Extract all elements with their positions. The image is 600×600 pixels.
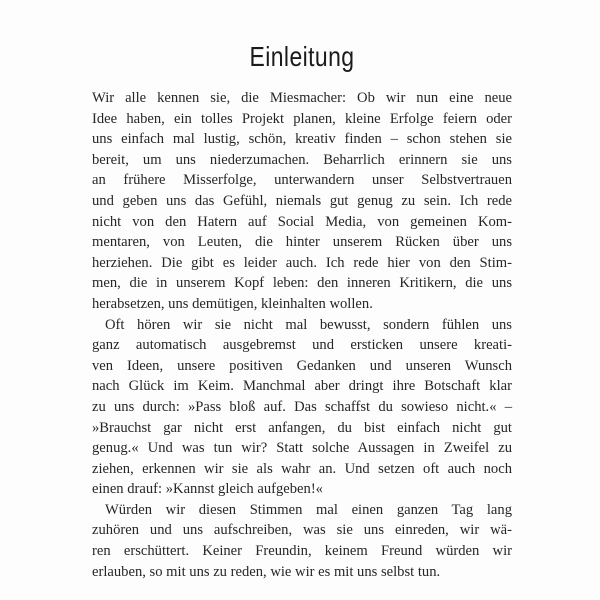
text-line: bereit, um uns niederzumachen. Beharrlich erinnern sie uns xyxy=(92,151,512,168)
text-line: ziehen, erkennen wir sie als wahr an. Und setzen oft auch noch xyxy=(92,460,512,477)
text-line: Oft hören wir sie nicht mal bewusst, sondern fühlen uns xyxy=(105,316,512,333)
text-line: ren erschüttert. Keiner Freundin, keinem Freund würden wir xyxy=(92,543,512,560)
chapter-title-text: Einleitung xyxy=(249,40,355,72)
text-line: ganz automatisch ausgebremst und ersticken unsere kreati- xyxy=(92,337,512,354)
text-line: nach Glück im Keim. Manchmal aber dringt ihre Botschaft klar xyxy=(92,378,512,395)
text-line: an frühere Misserfolge, unterwandern unser Selbstvertrauen xyxy=(92,172,512,189)
text-line: einen drauf: »Kannst gleich aufgeben!« xyxy=(92,481,323,498)
text-line: Idee haben, ein tolles Projekt planen, kleine Erfolge feiern oder xyxy=(92,110,512,127)
text-line: erlauben, so mit uns zu reden, wie wir es mit uns selbst tun. xyxy=(92,563,441,580)
text-line: Würden wir diesen Stimmen mal einen ganzen Tag lang xyxy=(105,501,512,518)
text-line: mentaren, von Leuten, die hinter unserem Rücken über uns xyxy=(92,234,512,251)
text-line: und geben uns das Gefühl, niemals gut genug zu sein. Ich rede xyxy=(92,192,512,209)
chapter-title xyxy=(92,41,512,73)
text-line: »Brauchst gar nicht erst anfangen, du bist einfach nicht gut xyxy=(92,419,512,436)
text-line: herziehen. Die gibt es leider auch. Ich rede hier von den Stim- xyxy=(92,254,512,271)
text-line: genug.« Und was tun wir? Statt solche Aussagen in Zweifel zu xyxy=(92,440,512,457)
text-line: nicht von den Hatern auf Social Media, von gemeinen Kom- xyxy=(92,213,512,230)
text-line: Wir alle kennen sie, die Miesmacher: Ob wir nun eine neue xyxy=(92,90,512,106)
text-line: herabsetzen, uns demütigen, kleinhalten wollen. xyxy=(92,295,373,312)
body-text xyxy=(92,88,512,582)
text-line: uns einfach mal lustig, schön, kreativ finden – schon stehen sie xyxy=(92,131,512,148)
text-line: zuhören und uns aufschreiben, was sie uns einreden, wir wä- xyxy=(92,522,512,539)
text-line: men, die in unserem Kopf leben: den inneren Kritikern, die uns xyxy=(92,275,512,292)
text-line: ven Ideen, unsere positiven Gedanken und unseren Wunsch xyxy=(92,357,512,374)
text-line: zu uns durch: »Pass bloß auf. Das schaffst du sowieso nicht.« – xyxy=(92,398,512,415)
